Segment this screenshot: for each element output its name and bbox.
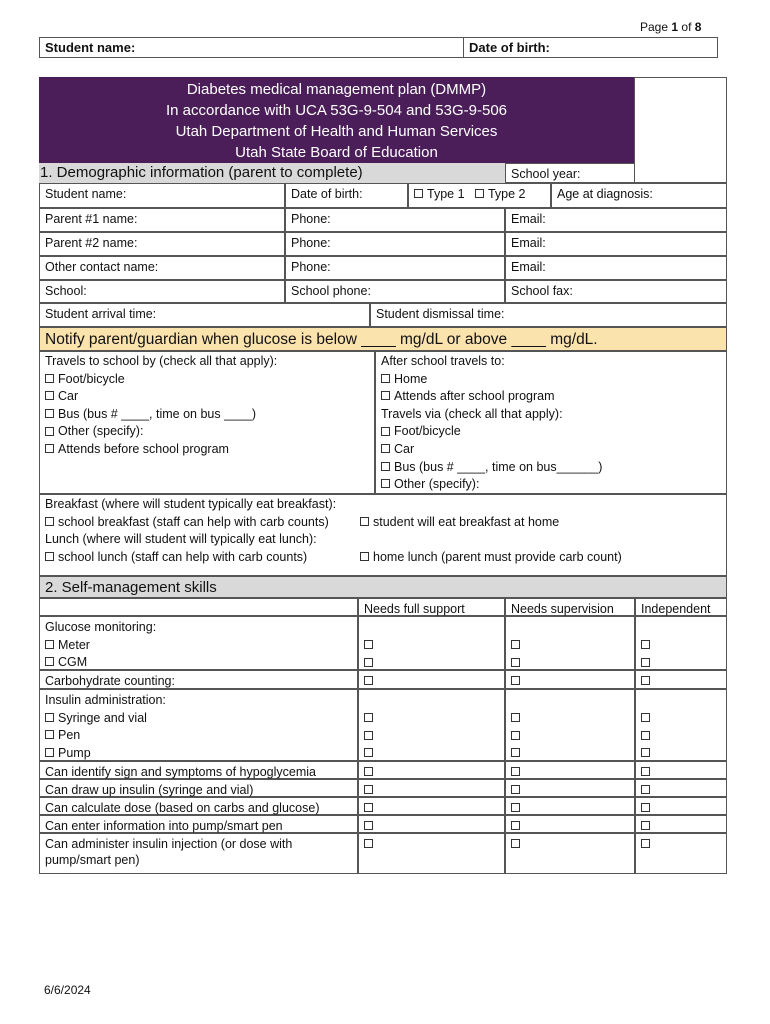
age-at-diagnosis-label: Age at diagnosis:	[557, 187, 653, 201]
checkbox[interactable]	[641, 803, 650, 812]
skill-cell	[635, 761, 727, 779]
checkbox[interactable]	[381, 444, 390, 453]
checkbox[interactable]	[45, 657, 54, 666]
skill-label: Can enter information into pump/smart pen	[45, 819, 283, 833]
skill-cell	[635, 815, 727, 833]
checkbox[interactable]	[641, 731, 650, 740]
checkbox[interactable]	[364, 785, 373, 794]
insulin-independent-cell	[635, 689, 727, 761]
skill-cell	[505, 779, 635, 797]
checkbox[interactable]	[364, 731, 373, 740]
skill-label: Can calculate dose (based on carbs and glucose)	[45, 801, 320, 815]
skill-row-hypoglycemia	[39, 761, 358, 779]
checkbox[interactable]	[364, 767, 373, 776]
phone-label: Phone:	[291, 260, 331, 274]
school-fax-field[interactable]	[505, 280, 727, 303]
student-name-field[interactable]	[39, 183, 285, 208]
after-school-heading: After school travels to:	[381, 354, 505, 368]
carb-full-cell	[358, 670, 505, 689]
skill-cell	[635, 779, 727, 797]
parent2-name-field[interactable]	[39, 232, 285, 256]
skill-label: Can administer insulin injection (or dose with pump/smart pen)	[45, 837, 293, 867]
title-line-1: Diabetes medical management plan (DMMP)	[186, 81, 487, 98]
email-label: Email:	[511, 260, 546, 274]
checkbox[interactable]	[511, 821, 520, 830]
checkbox[interactable]	[381, 462, 390, 471]
checkbox[interactable]	[381, 391, 390, 400]
skill-row-administer-injection	[39, 833, 358, 874]
glucose-full-support-cell	[358, 616, 505, 670]
checkbox[interactable]	[641, 658, 650, 667]
lunch-heading: Lunch (where will student will typically eat lunch):	[45, 532, 317, 547]
checkbox[interactable]	[511, 640, 520, 649]
checkbox[interactable]	[511, 767, 520, 776]
student-name-label: Student name:	[45, 187, 127, 201]
glucose-heading: Glucose monitoring:	[45, 620, 157, 634]
checkbox[interactable]	[360, 552, 369, 561]
dismissal-time-field[interactable]	[370, 303, 727, 327]
travels-via-option[interactable]	[381, 423, 721, 441]
checkbox[interactable]	[45, 374, 54, 383]
skill-row-calculate-dose	[39, 797, 358, 815]
other-contact-field[interactable]	[39, 256, 285, 280]
option-label: Other (specify):	[58, 424, 144, 439]
col-label: Independent	[641, 602, 711, 616]
breakfast-home-option[interactable]	[360, 514, 559, 532]
carb-supervision-cell	[505, 670, 635, 689]
title-line-4: Utah State Board of Education	[235, 144, 438, 161]
travel-to-heading: Travels to school by (check all that apply):	[45, 354, 278, 368]
checkbox[interactable]	[45, 444, 54, 453]
option-label: Car	[394, 441, 415, 456]
option-label: Attends before school program	[58, 441, 229, 456]
glucose-monitoring-row	[39, 616, 358, 670]
travel-to-option[interactable]	[45, 441, 369, 459]
parent1-email-field[interactable]	[505, 208, 727, 232]
footer-date-text: 6/6/2024	[44, 983, 91, 997]
skill-label: Can draw up insulin (syringe and vial)	[45, 783, 254, 797]
col-label: Needs full support	[364, 602, 465, 616]
section1-heading	[39, 163, 505, 183]
checkbox[interactable]	[641, 640, 650, 649]
section2-heading	[39, 576, 727, 598]
checkbox[interactable]	[641, 713, 650, 722]
checkbox[interactable]	[364, 658, 373, 667]
checkbox[interactable]	[45, 427, 54, 436]
checkbox[interactable]	[45, 640, 54, 649]
top-dob-field[interactable]	[463, 37, 718, 58]
lunch-school-option[interactable]	[45, 550, 307, 564]
option-label: school lunch (staff can help with carb counts)	[58, 549, 308, 564]
skill-cell	[635, 833, 727, 874]
option-label: Foot/bicycle	[58, 371, 125, 386]
skill-row-enter-info	[39, 815, 358, 833]
skill-cell	[505, 815, 635, 833]
option-label: school breakfast (staff can help with carb counts)	[58, 514, 329, 529]
email-label: Email:	[511, 236, 546, 250]
dismissal-label: Student dismissal time:	[376, 307, 505, 321]
title-line-3: Utah Department of Health and Human Services	[175, 123, 498, 140]
checkbox[interactable]	[511, 803, 520, 812]
page-number	[640, 20, 701, 34]
insulin-supervision-cell	[505, 689, 635, 761]
skill-cell	[635, 797, 727, 815]
breakfast-heading: Breakfast (where will student typically eat breakfast):	[45, 497, 337, 511]
page-current: 1	[671, 20, 679, 34]
option-label: home lunch (parent must provide carb count)	[373, 549, 622, 564]
title-line-2: In accordance with UCA 53G-9-504 and 53G-9-506	[165, 102, 508, 119]
option-label: Home	[394, 371, 428, 386]
checkbox[interactable]	[641, 767, 650, 776]
lunch-home-option[interactable]	[360, 549, 622, 567]
checkbox[interactable]	[360, 517, 369, 526]
type2-label: Type 2	[487, 187, 526, 201]
travels-via-option[interactable]	[381, 476, 721, 494]
breakfast-school-option[interactable]	[45, 515, 329, 529]
section1-heading-text: 1. Demographic information (parent to complete)	[40, 164, 363, 181]
parent2-phone-field[interactable]	[285, 232, 505, 256]
travel-to-school-section	[39, 351, 375, 494]
other-contact-label: Other contact name:	[45, 260, 159, 274]
school-fax-label: School fax:	[511, 284, 573, 298]
option-label: Bus (bus # ____, time on bus ____)	[58, 406, 257, 421]
checkbox[interactable]	[364, 640, 373, 649]
top-student-name-field[interactable]	[39, 37, 464, 58]
travel-to-option[interactable]	[45, 406, 369, 424]
checkbox[interactable]	[381, 427, 390, 436]
skills-header-blank	[39, 598, 358, 616]
travel-to-option[interactable]	[45, 423, 369, 441]
parent2-label: Parent #2 name:	[45, 236, 138, 250]
checkbox[interactable]	[641, 785, 650, 794]
dob-label: Date of birth:	[291, 187, 363, 201]
checkbox[interactable]	[511, 839, 520, 848]
skill-cell	[358, 815, 505, 833]
checkbox[interactable]	[381, 374, 390, 383]
col-full-support	[358, 598, 505, 616]
type1-label: Type 1	[427, 187, 465, 201]
notify-banner	[39, 327, 727, 351]
insulin-heading: Insulin administration:	[45, 693, 166, 707]
option-label: Bus (bus # ____, time on bus______)	[394, 459, 603, 474]
phone-label: Phone:	[291, 236, 331, 250]
checkbox[interactable]	[45, 391, 54, 400]
parent1-name-field[interactable]	[39, 208, 285, 232]
travels-via-option[interactable]	[381, 441, 721, 459]
checkbox[interactable]	[364, 748, 373, 757]
school-phone-label: School phone:	[291, 284, 371, 298]
checkbox[interactable]	[364, 803, 373, 812]
type2-checkbox[interactable]	[475, 189, 484, 198]
skill-row-draw-insulin	[39, 779, 358, 797]
parent1-phone-field[interactable]	[285, 208, 505, 232]
option-label: Pump	[58, 745, 91, 760]
col-label: Needs supervision	[511, 602, 614, 616]
checkbox[interactable]	[641, 839, 650, 848]
checkbox[interactable]	[45, 409, 54, 418]
insulin-full-cell	[358, 689, 505, 761]
after-school-section	[375, 351, 727, 494]
checkbox[interactable]	[641, 676, 650, 685]
option-label: CGM	[58, 655, 88, 670]
carb-counting-row	[39, 670, 358, 689]
checkbox[interactable]	[45, 730, 54, 739]
type1-checkbox[interactable]	[414, 189, 423, 198]
top-student-name-label: Student name:	[45, 40, 136, 55]
skill-cell	[358, 779, 505, 797]
other-contact-phone-field[interactable]	[285, 256, 505, 280]
page-prefix: Page	[640, 20, 669, 34]
parent1-label: Parent #1 name:	[45, 212, 138, 226]
travels-via-heading: Travels via (check all that apply):	[381, 406, 563, 421]
checkbox[interactable]	[364, 676, 373, 685]
travel-to-option[interactable]	[45, 388, 369, 406]
school-year-label: School year:	[511, 167, 581, 181]
after-school-option[interactable]	[381, 371, 721, 389]
checkbox[interactable]	[45, 517, 54, 526]
top-dob-label: Date of birth:	[469, 40, 550, 55]
skill-cell	[505, 761, 635, 779]
checkbox[interactable]	[641, 821, 650, 830]
checkbox[interactable]	[364, 713, 373, 722]
page-total: 8	[694, 20, 702, 34]
plan-title-banner	[39, 77, 634, 163]
school-field[interactable]	[39, 280, 285, 303]
skill-cell	[358, 797, 505, 815]
after-school-option[interactable]	[381, 388, 721, 406]
dob-field[interactable]	[285, 183, 408, 208]
glucose-independent-cell	[635, 616, 727, 670]
travel-to-option[interactable]	[45, 371, 369, 389]
notify-text: Notify parent/guardian when glucose is below ____ mg/dL or above ____ mg/dL.	[45, 331, 598, 348]
option-label: Pen	[58, 728, 81, 743]
option-label: Syringe and vial	[58, 710, 147, 725]
checkbox[interactable]	[511, 748, 520, 757]
email-label: Email:	[511, 212, 546, 226]
skill-cell	[358, 761, 505, 779]
checkbox[interactable]	[364, 839, 373, 848]
meals-section	[39, 494, 727, 576]
age-at-diagnosis-field[interactable]	[551, 183, 727, 208]
photo-box[interactable]	[634, 77, 727, 183]
skill-label: Can identify sign and symptoms of hypoglycemia	[45, 765, 316, 779]
option-label: Attends after school program	[394, 389, 555, 404]
col-independent	[635, 598, 727, 616]
checkbox[interactable]	[381, 479, 390, 488]
option-label: Meter	[58, 637, 90, 652]
checkbox[interactable]	[45, 748, 54, 757]
section2-heading-text: 2. Self-management skills	[45, 579, 217, 596]
checkbox[interactable]	[511, 676, 520, 685]
option-label: Car	[58, 389, 79, 404]
diabetes-type-field	[408, 183, 551, 208]
checkbox[interactable]	[641, 748, 650, 757]
skill-cell	[358, 833, 505, 874]
school-year-field[interactable]	[505, 163, 635, 183]
option-label: Other (specify):	[394, 477, 480, 492]
col-supervision	[505, 598, 635, 616]
checkbox[interactable]	[364, 821, 373, 830]
carb-label: Carbohydrate counting:	[45, 674, 175, 688]
page-of: of	[681, 20, 692, 34]
option-label: student will eat breakfast at home	[373, 514, 560, 529]
checkbox[interactable]	[511, 785, 520, 794]
travels-via-option[interactable]	[381, 459, 721, 477]
insulin-admin-row	[39, 689, 358, 761]
arrival-time-field[interactable]	[39, 303, 370, 327]
phone-label: Phone:	[291, 212, 331, 226]
footer-date	[44, 983, 91, 997]
glucose-supervision-cell	[505, 616, 635, 670]
checkbox[interactable]	[511, 731, 520, 740]
parent2-email-field[interactable]	[505, 232, 727, 256]
school-phone-field[interactable]	[285, 280, 505, 303]
checkbox[interactable]	[45, 713, 54, 722]
skill-cell	[505, 797, 635, 815]
arrival-label: Student arrival time:	[45, 307, 157, 321]
option-label: Foot/bicycle	[394, 424, 461, 439]
checkbox[interactable]	[511, 658, 520, 667]
carb-independent-cell	[635, 670, 727, 689]
school-label: School:	[45, 284, 87, 298]
checkbox[interactable]	[45, 552, 54, 561]
checkbox[interactable]	[511, 713, 520, 722]
skill-cell	[505, 833, 635, 874]
other-contact-email-field[interactable]	[505, 256, 727, 280]
